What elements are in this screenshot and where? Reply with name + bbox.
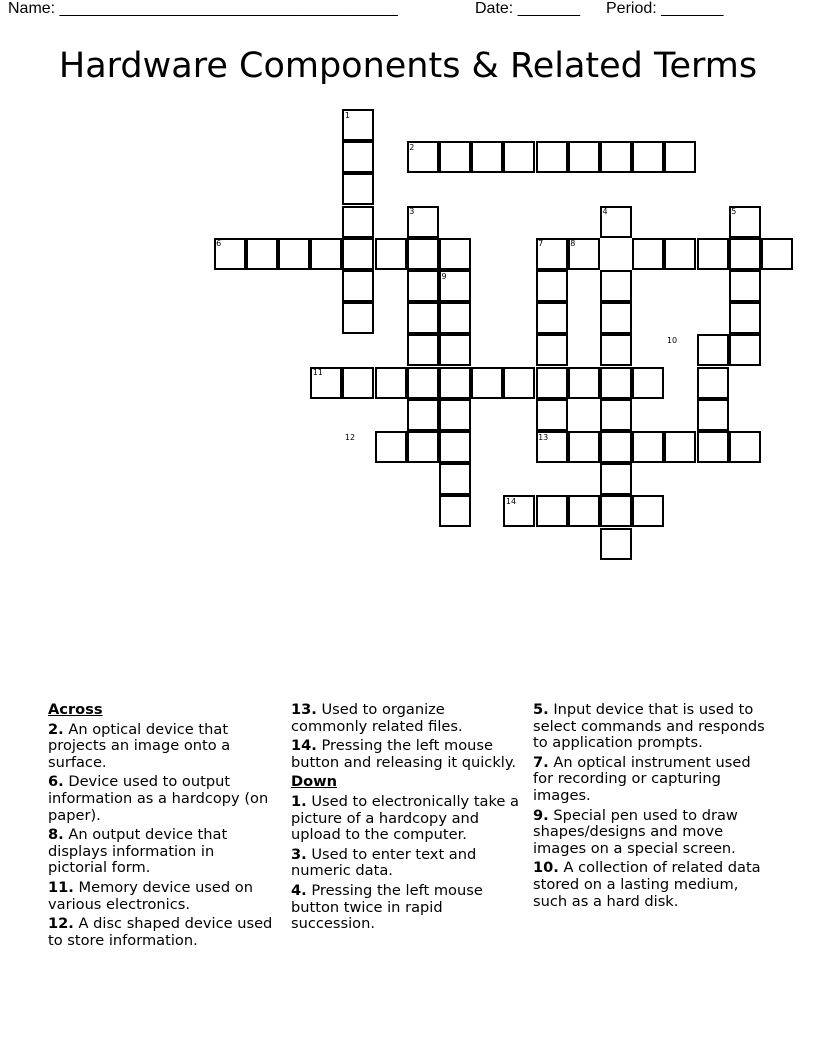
crossword-cell[interactable] [600, 495, 632, 527]
clues-column-3 [533, 702, 769, 913]
clue-text: Pressing the left mouse button and releasing it quickly. [291, 737, 517, 771]
clue-number-label: 3 [409, 207, 415, 217]
clue-number: 12. [48, 915, 74, 933]
crossword-cell[interactable] [632, 495, 664, 527]
crossword-cell[interactable] [600, 270, 632, 302]
page-title: Hardware Components & Related Terms [58, 46, 758, 86]
crossword-cell[interactable] [342, 173, 374, 205]
clue-number-label: 6 [216, 239, 222, 249]
clue-text: An optical device that projects an image onto a surface. [48, 720, 231, 771]
clue-item [533, 702, 769, 752]
crossword-cell[interactable] [729, 302, 761, 334]
crossword-cell[interactable] [729, 238, 761, 270]
clue-number-label: 7 [538, 239, 544, 249]
crossword-cell[interactable] [407, 334, 439, 366]
clue-number: 2. [48, 720, 64, 738]
crossword-cell[interactable] [439, 367, 471, 399]
crossword-cell[interactable] [729, 270, 761, 302]
crossword-cell[interactable] [600, 302, 632, 334]
crossword-cell[interactable] [342, 270, 374, 302]
clue-text: A collection of related data stored on a lasting medium, such as a hard disk. [533, 859, 761, 910]
crossword-cell[interactable] [407, 399, 439, 431]
crossword-cell[interactable] [407, 270, 439, 302]
clue-number-label: 14 [505, 496, 517, 506]
crossword-cell[interactable] [310, 238, 342, 270]
clue-item [291, 883, 525, 933]
clue-text: Memory device used on various electronics. [48, 878, 253, 913]
crossword-cell[interactable] [697, 334, 729, 366]
crossword-cell[interactable] [600, 528, 632, 560]
clue-text: Used to organize commonly related files. [291, 701, 463, 735]
clue-text: An optical instrument used for recording or capturing images. [533, 753, 751, 804]
clue-heading: Across [48, 701, 103, 718]
crossword-cell[interactable] [503, 367, 535, 399]
clue-number: 13. [291, 701, 317, 718]
crossword-cell[interactable] [439, 238, 471, 270]
clue-text: Pressing the left mouse button twice in rapid succession. [291, 881, 483, 933]
crossword-cell[interactable] [439, 495, 471, 527]
date-field: Date: _______ [475, 0, 580, 17]
crossword-cell[interactable] [439, 334, 471, 366]
crossword-cell[interactable] [568, 431, 600, 463]
crossword-cell[interactable] [439, 463, 471, 495]
crossword-cell[interactable] [697, 367, 729, 399]
crossword-cell[interactable] [246, 238, 278, 270]
clue-number: 8. [48, 826, 64, 844]
clue-number: 7. [533, 753, 549, 771]
crossword-cell[interactable] [729, 431, 761, 463]
crossword-cell[interactable] [600, 431, 632, 463]
clue-item [533, 860, 769, 910]
clue-number-label: 11 [312, 368, 323, 378]
clue-number: 4. [291, 881, 307, 899]
clue-item [291, 847, 525, 880]
crossword-cell[interactable] [568, 367, 600, 399]
clue-item [291, 794, 525, 844]
clue-item [533, 808, 769, 858]
crossword-cell[interactable] [729, 334, 761, 366]
crossword-cell[interactable] [697, 238, 729, 270]
crossword-cell[interactable] [536, 141, 568, 173]
crossword-cell[interactable] [632, 238, 664, 270]
clue-number-label: 12 [344, 432, 356, 442]
crossword-cell[interactable] [664, 141, 696, 173]
crossword-cell[interactable] [536, 302, 568, 334]
crossword-cell[interactable] [439, 302, 471, 334]
clues-column-2 [291, 702, 525, 936]
clue-text: Used to electronically take a picture of a hardcopy and upload to the computer. [291, 792, 519, 844]
clue-number-label: 5 [731, 207, 737, 217]
crossword-cell[interactable] [375, 431, 407, 463]
clue-number-label: 2 [409, 142, 415, 152]
crossword-cell[interactable] [536, 270, 568, 302]
crossword-cell[interactable] [407, 431, 439, 463]
clue-number-label: 9 [441, 271, 447, 281]
clue-text: An output device that displays information in pictorial form. [48, 826, 228, 877]
crossword-cell[interactable] [761, 238, 793, 270]
clue-item [291, 738, 525, 771]
clue-item [291, 702, 525, 735]
crossword-cell[interactable] [342, 141, 374, 173]
crossword-cell[interactable] [536, 367, 568, 399]
crossword-cell[interactable] [697, 399, 729, 431]
clues-column-1 [48, 702, 276, 952]
crossword-cell[interactable] [407, 238, 439, 270]
crossword-cell[interactable] [342, 367, 374, 399]
clue-item [533, 755, 769, 805]
clue-number: 14. [291, 737, 317, 755]
clue-number-label: 4 [602, 207, 608, 217]
crossword-cell[interactable] [600, 463, 632, 495]
crossword-cell[interactable] [342, 238, 374, 270]
crossword-cell[interactable] [278, 238, 310, 270]
clue-number: 5. [533, 701, 549, 718]
clue-item [48, 774, 276, 824]
clue-item [48, 916, 276, 949]
crossword-cell[interactable] [568, 141, 600, 173]
clue-text: A disc shaped device used to store information. [48, 915, 273, 949]
crossword-cell[interactable] [568, 495, 600, 527]
clue-item [48, 880, 276, 913]
clue-number-label: 10 [666, 335, 678, 345]
clue-item [48, 827, 276, 877]
clue-text: Special pen used to draw shapes/designs and move images on a special screen. [533, 806, 738, 857]
crossword-cell[interactable] [471, 367, 503, 399]
clue-number: 6. [48, 773, 64, 791]
crossword-cell[interactable] [536, 495, 568, 527]
crossword-cell[interactable] [664, 431, 696, 463]
clue-number: 3. [291, 845, 307, 863]
crossword-cell[interactable] [342, 302, 374, 334]
crossword-cell[interactable] [536, 399, 568, 431]
crossword-cell[interactable] [600, 399, 632, 431]
clue-number-label: 8 [570, 239, 576, 249]
crossword-cell[interactable] [342, 206, 374, 238]
crossword-cell[interactable] [439, 431, 471, 463]
crossword-cell[interactable] [471, 141, 503, 173]
clue-number-label: 1 [344, 110, 350, 120]
crossword-cell[interactable] [600, 141, 632, 173]
crossword-cell[interactable] [375, 367, 407, 399]
crossword-cell[interactable] [439, 141, 471, 173]
clue-number-label: 13 [538, 432, 549, 442]
clue-text: Device used to output information as a hardcopy (on paper). [48, 773, 269, 824]
crossword-cell[interactable] [407, 302, 439, 334]
crossword-cell[interactable] [503, 141, 535, 173]
clue-number: 1. [291, 792, 307, 810]
crossword-cell[interactable] [439, 399, 471, 431]
crossword-cell[interactable] [536, 334, 568, 366]
crossword-cell[interactable] [632, 431, 664, 463]
period-field: Period: _______ [606, 0, 724, 17]
clue-text: Used to enter text and numeric data. [291, 845, 477, 880]
crossword-cell[interactable] [375, 238, 407, 270]
crossword-cell[interactable] [632, 141, 664, 173]
clue-heading: Down [291, 773, 338, 791]
clue-number: 11. [48, 878, 74, 896]
crossword-cell[interactable] [664, 238, 696, 270]
clue-number: 10. [533, 859, 559, 877]
crossword-cell[interactable] [632, 367, 664, 399]
crossword-cell[interactable] [600, 367, 632, 399]
clue-text: Input device that is used to select commands and responds to application prompts. [533, 701, 765, 752]
clue-number: 9. [533, 806, 549, 824]
name-field: Name: ______________________________________ [8, 0, 398, 17]
crossword-cell[interactable] [407, 367, 439, 399]
crossword-cell[interactable] [697, 431, 729, 463]
clue-item [48, 722, 276, 772]
crossword-cell[interactable] [600, 334, 632, 366]
